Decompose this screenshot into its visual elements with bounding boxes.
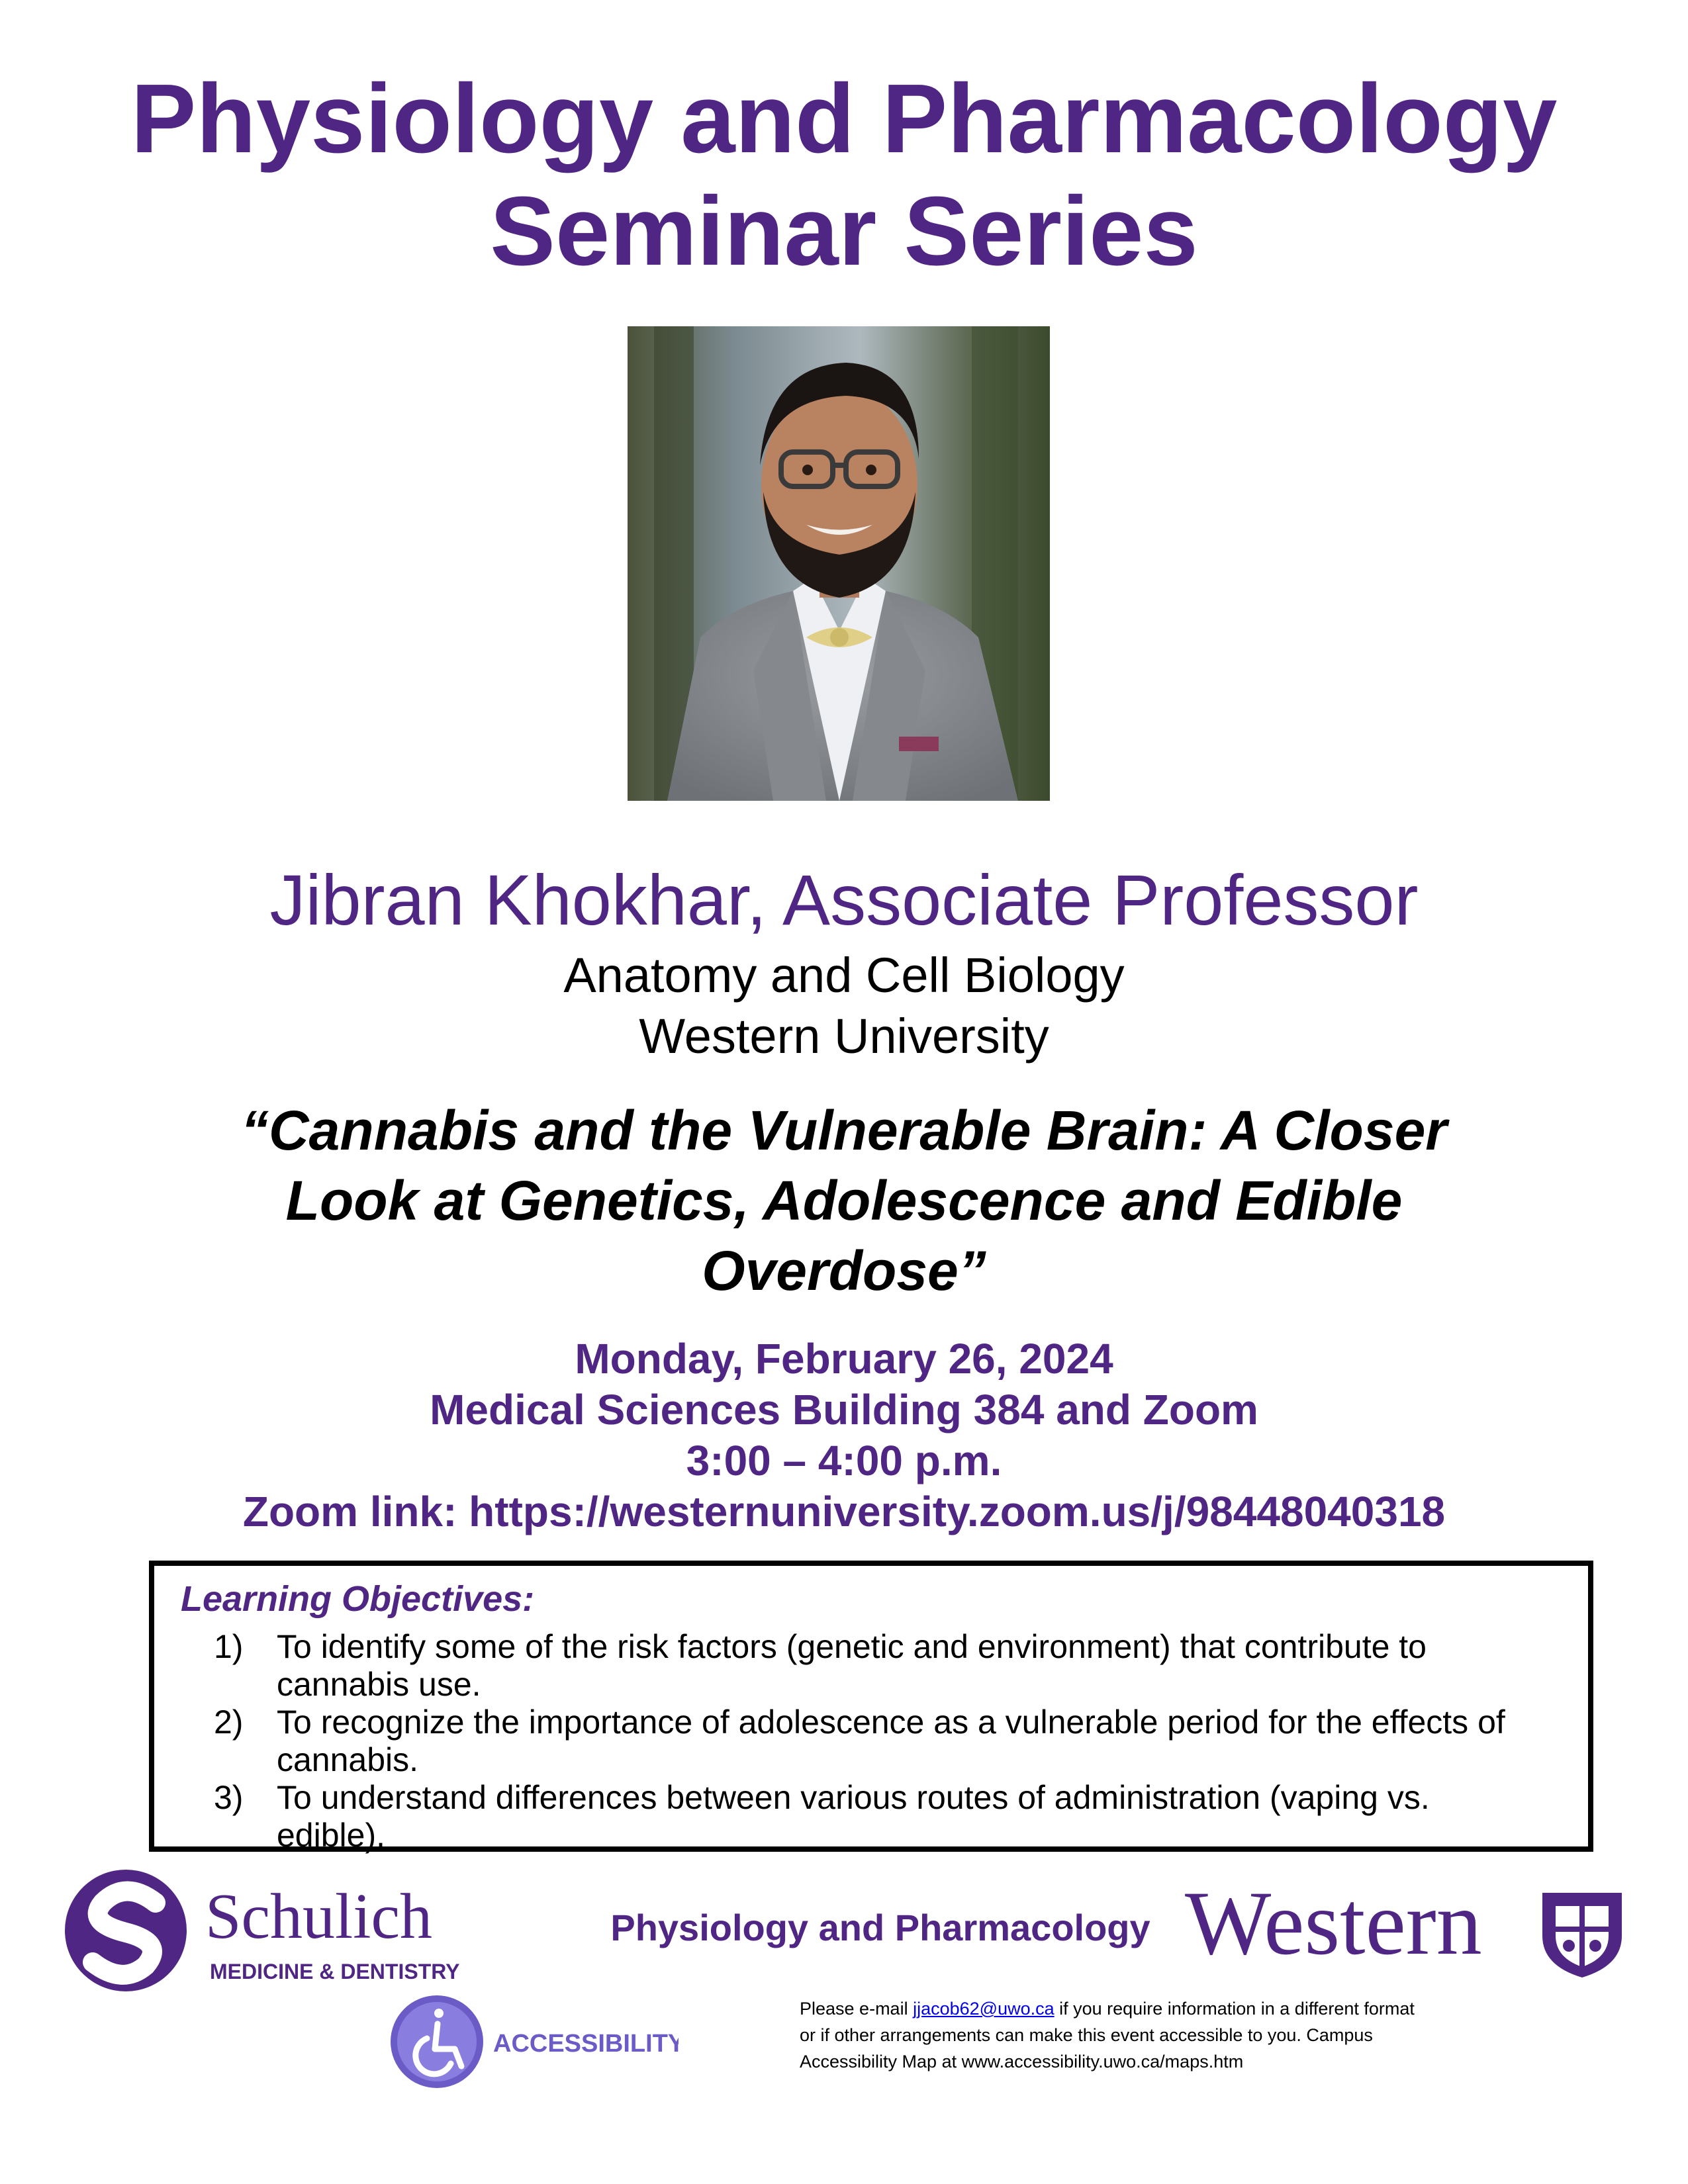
speaker-institution: Western University bbox=[639, 1009, 1049, 1064]
page-title bbox=[0, 63, 1688, 288]
speaker-name: Jibran Khokhar, Associate Professor bbox=[269, 860, 1419, 940]
objective-item bbox=[214, 1779, 1534, 1854]
schulich-logo-graphic bbox=[63, 1866, 460, 1995]
contact-line-1-rest: if you require information in a different format bbox=[1054, 1999, 1415, 2019]
learning-objectives-heading: Learning Objectives: bbox=[181, 1579, 535, 1619]
footer-department: Physiology and Pharmacology bbox=[610, 1907, 1150, 1948]
western-logo-graphic bbox=[1185, 1880, 1635, 1979]
accessibility-contact-note bbox=[800, 1995, 1627, 2075]
title-line-2: Seminar Series bbox=[490, 177, 1198, 286]
objective-number: 2) bbox=[214, 1704, 244, 1741]
talk-title-line-3: Overdose” bbox=[702, 1240, 986, 1302]
objective-item bbox=[214, 1628, 1534, 1704]
objective-item bbox=[214, 1704, 1534, 1779]
title-line-1: Physiology and Pharmacology bbox=[130, 64, 1558, 173]
event-time: 3:00 – 4:00 p.m. bbox=[686, 1437, 1002, 1484]
western-wordmark: Western bbox=[1185, 1880, 1482, 1974]
speaker-portrait-illustration bbox=[628, 326, 1050, 801]
event-location: Medical Sciences Building 384 and Zoom bbox=[430, 1386, 1258, 1433]
learning-objectives-box bbox=[149, 1561, 1593, 1852]
objective-text: To recognize the importance of adolescence as a vulnerable period for the effects of cannabis. bbox=[277, 1704, 1505, 1778]
schulich-logo bbox=[63, 1866, 460, 1995]
talk-title-line-2: Look at Genetics, Adolescence and Edible bbox=[285, 1169, 1403, 1232]
contact-line-2: or if other arrangements can make this event accessible to you. Campus bbox=[800, 2025, 1373, 2045]
contact-pre-text: Please e-mail bbox=[800, 1999, 914, 2019]
objective-text: To identify some of the risk factors (genetic and environment) that contribute to cannabis use. bbox=[277, 1628, 1427, 1703]
event-date: Monday, February 26, 2024 bbox=[575, 1335, 1113, 1383]
accessibility-logo-graphic bbox=[387, 1992, 679, 2091]
schulich-wordmark: Schulich bbox=[205, 1881, 432, 1952]
talk-title bbox=[149, 1095, 1539, 1306]
speaker-photo bbox=[628, 326, 1050, 801]
accessibility-logo bbox=[387, 1992, 679, 2091]
objective-number: 1) bbox=[214, 1628, 244, 1665]
western-crest-icon bbox=[1542, 1893, 1622, 1978]
schulich-subtitle: MEDICINE & DENTISTRY bbox=[210, 1960, 460, 1983]
talk-title-line-1: “Cannabis and the Vulnerable Brain: A Closer bbox=[241, 1099, 1447, 1161]
objective-text: To understand differences between various routes of administration (vaping vs. edible). bbox=[277, 1779, 1430, 1854]
contact-email-link[interactable]: jjacob62@uwo.ca bbox=[913, 1999, 1055, 2019]
accessibility-label: ACCESSIBILITY bbox=[493, 2030, 679, 2058]
western-logo bbox=[1185, 1880, 1635, 1979]
speaker-department: Anatomy and Cell Biology bbox=[563, 948, 1125, 1003]
contact-line-3: Accessibility Map at www.accessibility.uwo.ca/maps.htm bbox=[800, 2052, 1244, 2071]
zoom-link[interactable]: Zoom link: https://westernuniversity.zoom.us/j/98448040318 bbox=[242, 1488, 1446, 1535]
contact-line-1 bbox=[800, 1995, 1627, 2022]
objective-number: 3) bbox=[214, 1779, 244, 1816]
